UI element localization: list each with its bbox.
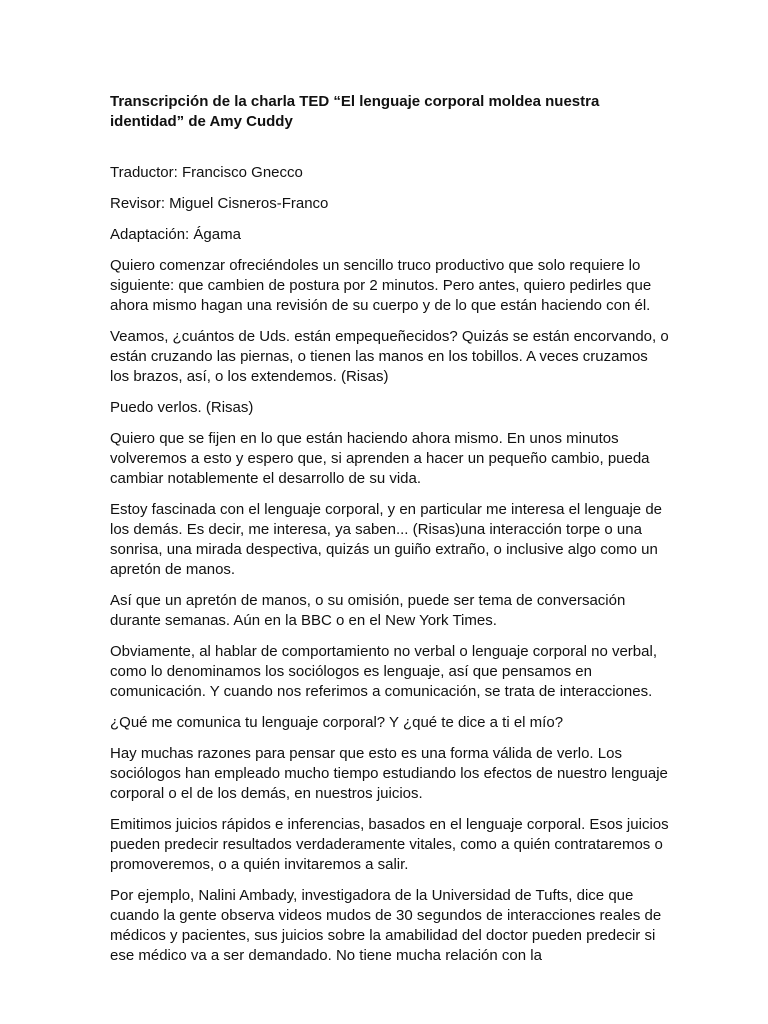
paragraph: ¿Qué me comunica tu lenguaje corporal? Y ¿qué te dice a ti el mío? bbox=[110, 714, 564, 731]
paragraph: Quiero que se fijen en lo que están haciendo ahora mismo. En unos minutos volveremos a esto y espero que, si aprenden a hacer un pequeño cambio, pueda cambiar notablemente el desarrollo de su vida. bbox=[110, 430, 650, 487]
paragraph: Puedo verlos. (Risas) bbox=[110, 399, 254, 416]
paragraph: Por ejemplo, Nalini Ambady, investigadora de la Universidad de Tufts, dice que cuando la gente observa videos mudos de 30 segundos de interacciones reales de médicos y pacientes, sus juicios sobre la amabilidad del doctor pueden predecir si ese médico va a ser demandado. No tiene mucha relación con la bbox=[110, 887, 662, 964]
paragraph: Emitimos juicios rápidos e inferencias, basados en el lenguaje corporal. Esos juicios pueden predecir resultados verdaderamente vitales, como a quién contrataremos o promoveremos, o a quién invitaremos a salir. bbox=[110, 816, 669, 873]
paragraph: Veamos, ¿cuántos de Uds. están empequeñecidos? Quizás se están encorvando, o están cruzando las piernas, o tienen las manos en los tobillos. A veces cruzamos los brazos, así, o los extendemos. (Risas) bbox=[110, 328, 669, 385]
credit-translator: Traductor: Francisco Gnecco bbox=[110, 164, 303, 181]
credit-adaptation: Adaptación: Ágama bbox=[110, 226, 241, 243]
document-body bbox=[110, 163, 670, 977]
paragraph: Así que un apretón de manos, o su omisión, puede ser tema de conversación durante semanas. Aún en la BBC o en el New York Times. bbox=[110, 592, 626, 629]
credit-reviewer: Revisor: Miguel Cisneros-Franco bbox=[110, 195, 329, 212]
document-title: Transcripción de la charla TED “El lenguaje corporal moldea nuestra identidad” de Amy Cuddy bbox=[110, 93, 600, 130]
paragraph: Estoy fascinada con el lenguaje corporal, y en particular me interesa el lenguaje de los demás. Es decir, me interesa, ya saben... (Risas)una interacción torpe o una sonrisa, una mirada despectiva, quizás un guiño extraño, o inclusive algo como un apretón de manos. bbox=[110, 501, 662, 578]
paragraph: Obviamente, al hablar de comportamiento no verbal o lenguaje corporal no verbal, como lo denominamos los sociólogos es lenguaje, así que pensamos en comunicación. Y cuando nos referimos a comunicación, se trata de interacciones. bbox=[110, 643, 657, 700]
paragraph: Hay muchas razones para pensar que esto es una forma válida de verlo. Los sociólogos han empleado mucho tiempo estudiando los efectos de nuestro lenguaje corporal o el de los demás, en nuestros juicios. bbox=[110, 745, 668, 802]
paragraph: Quiero comenzar ofreciéndoles un sencillo truco productivo que solo requiere lo siguiente: que cambien de postura por 2 minutos. Pero antes, quiero pedirles que ahora mismo hagan una revisión de su cuerpo y de lo que están haciendo con él. bbox=[110, 257, 652, 314]
